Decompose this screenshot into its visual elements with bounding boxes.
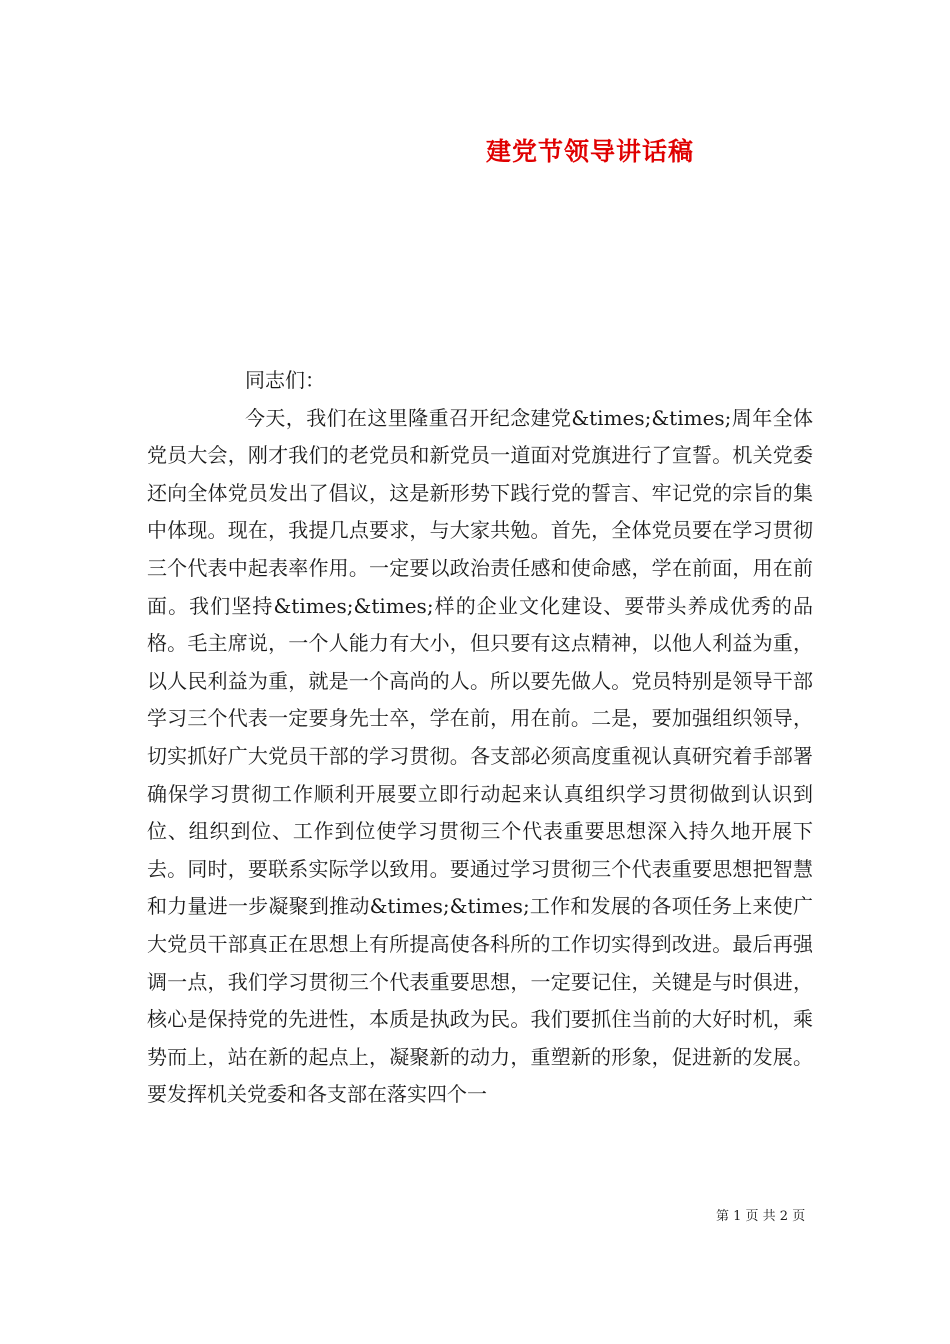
- document-body: [147, 362, 813, 1114]
- body-paragraph: 今天，我们在这里隆重召开纪念建党&times;&times;周年全体党员大会，刚才我们的老党员和新党员一道面对党旗进行了宣誓。机关党委还向全体党员发出了倡议，这是新形势下践行党的誓言、牢记党的宗旨的集中体现。现在，我提几点要求，与大家共勉。首先，全体党员要在学习贯彻三个代表中起表率作用。一定要以政治责任感和使命感，学在前面，用在前面。我们坚持&times;&times;样的企业文化建设、要带头养成优秀的品格。毛主席说，一个人能力有大小，但只要有这点精神，以他人利益为重，以人民利益为重，就是一个高尚的人。所以要先做人。党员特别是领导干部学习三个代表一定要身先士卒，学在前，用在前。二是，要加强组织领导，切实抓好广大党员干部的学习贯彻。各支部必须高度重视认真研究着手部署确保学习贯彻工作顺利开展要立即行动起来认真组织学习贯彻做到认识到位、组织到位、工作到位使学习贯彻三个代表重要思想深入持久地开展下去。同时，要联系实际学以致用。要通过学习贯彻三个代表重要思想把智慧和力量进一步凝聚到推动&times;&times;工作和发展的各项任务上来使广大党员干部真正在思想上有所提高使各科所的工作切实得到改进。最后再强调一点，我们学习贯彻三个代表重要思想，一定要记住，关键是与时俱进，核心是保持党的先进性，本质是执政为民。我们要抓住当前的大好时机，乘势而上，站在新的起点上，凝聚新的动力，重塑新的形象，促进新的发展。要发挥机关党委和各支部在落实四个一: [147, 405, 813, 1107]
- greeting: 同志们：: [245, 368, 325, 392]
- page-number: 第 1 页 共 2 页: [716, 1209, 806, 1224]
- document-title: 建党节领导讲话稿: [485, 137, 694, 166]
